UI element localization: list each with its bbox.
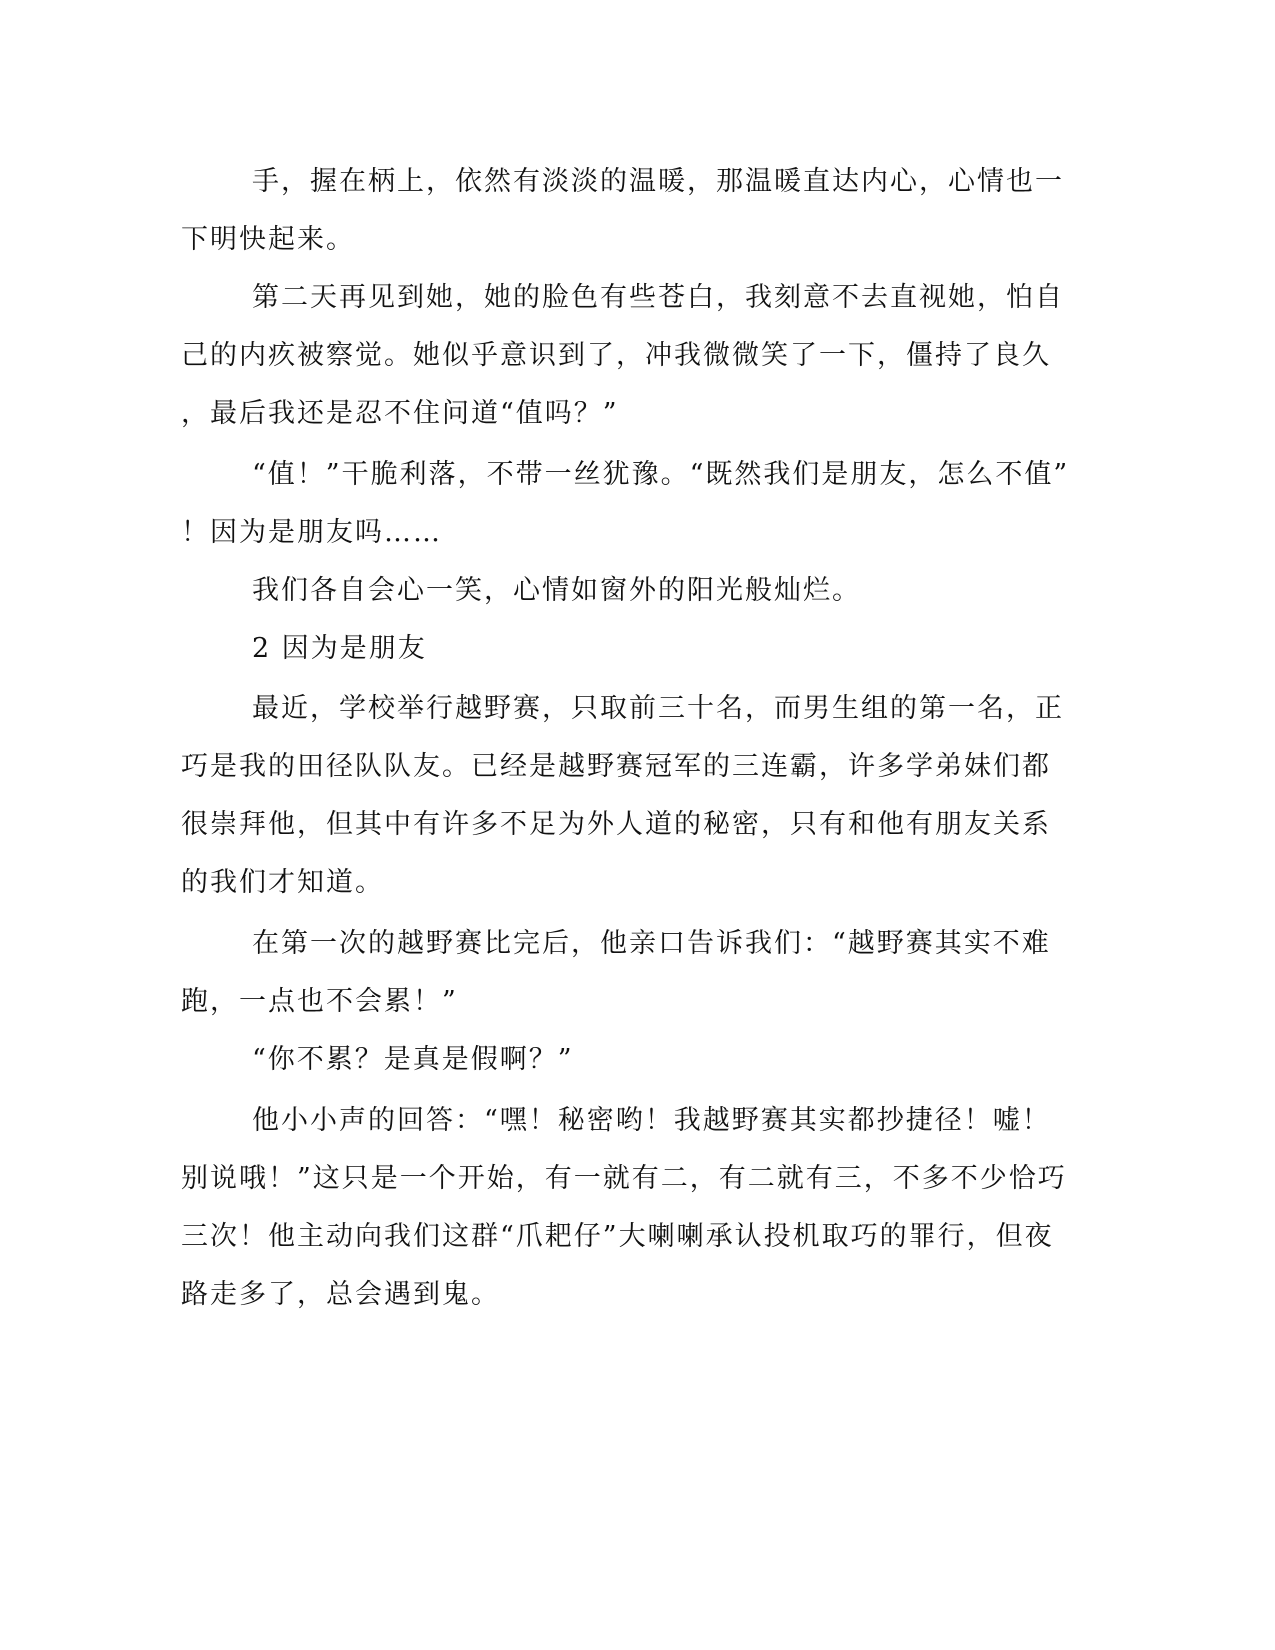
text-line: 最近，学校举行越野赛，只取前三十名，而男生组的第一名，正 [252, 693, 1064, 724]
text-line: 的我们才知道。 [181, 867, 384, 898]
text-line: 跑，一点也不会累！” [181, 986, 458, 1017]
text-line: 他小小声的回答：“嘿！秘密哟！我越野赛其实都抄捷径！嘘！ [252, 1105, 1051, 1136]
text-line: “值！”干脆利落，不带一丝犹豫。“既然我们是朋友，怎么不值” [252, 459, 1070, 490]
text-line: 下明快起来。 [181, 224, 355, 255]
text-line: 三次！他主动向我们这群“爪耙仔”大喇喇承认投机取巧的罪行，但夜 [181, 1221, 1054, 1252]
text-line: 巧是我的田径队队友。已经是越野赛冠军的三连霸，许多学弟妹们都 [181, 751, 1051, 782]
text-line: 很崇拜他，但其中有许多不足为外人道的秘密，只有和他有朋友关系 [181, 809, 1051, 840]
text-line: “你不累？是真是假啊？” [252, 1044, 574, 1075]
text-line: 己的内疚被察觉。她似乎意识到了，冲我微微笑了一下，僵持了良久 [181, 340, 1051, 371]
section-heading: 2 因为是朋友 [252, 633, 427, 664]
text-line: 别说哦！”这只是一个开始，有一就有二，有二就有三，不多不少恰巧 [181, 1163, 1067, 1194]
text-line: 手，握在柄上，依然有淡淡的温暖，那温暖直达内心，心情也一 [252, 166, 1064, 197]
text-line: 路走多了，总会遇到鬼。 [181, 1279, 500, 1310]
text-line: 在第一次的越野赛比完后，他亲口告诉我们：“越野赛其实不难 [252, 928, 1051, 959]
text-line: ，最后我还是忍不住问道“值吗？” [181, 398, 619, 429]
text-line: ！因为是朋友吗…… [181, 517, 442, 548]
text-line: 第二天再见到她，她的脸色有些苍白，我刻意不去直视她，怕自 [252, 282, 1064, 313]
text-line: 我们各自会心一笑，心情如窗外的阳光般灿烂。 [252, 575, 861, 606]
